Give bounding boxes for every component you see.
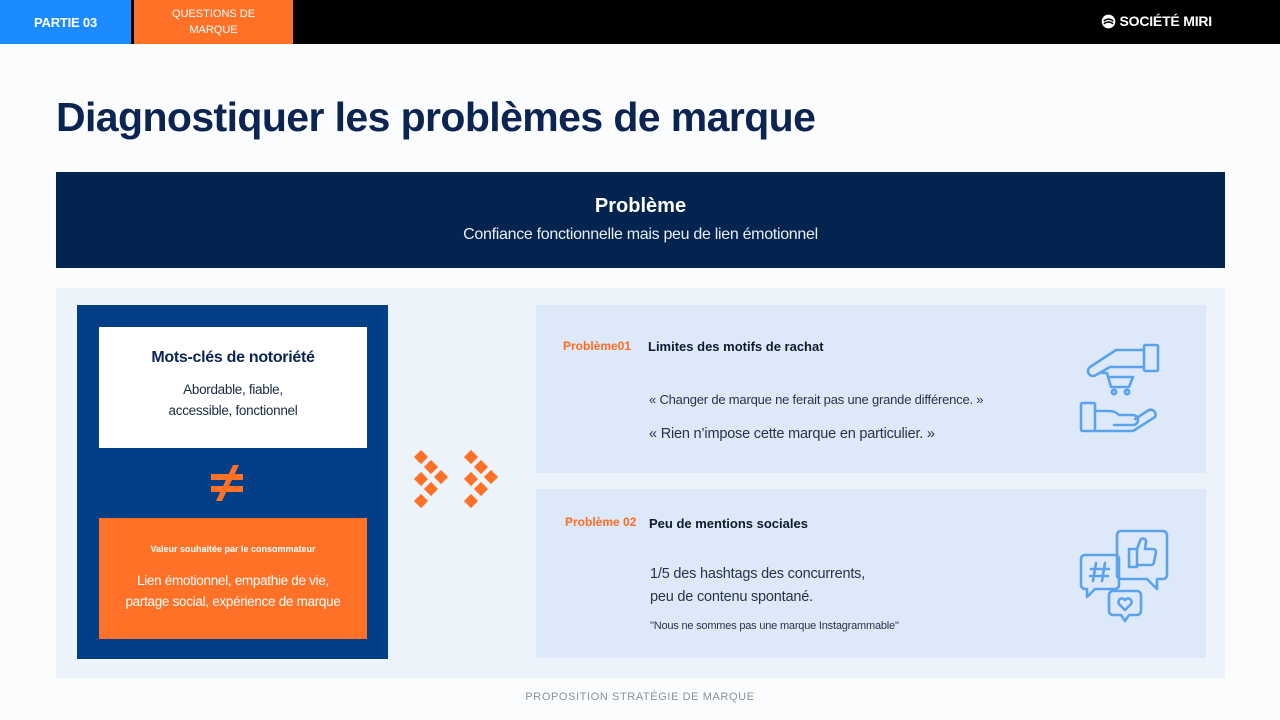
problem-card-2 [536, 489, 1206, 658]
chevron-right-double-icon [410, 450, 506, 516]
social-bubbles-icon [1079, 527, 1169, 623]
brand-mark-icon [1101, 14, 1116, 29]
desired-value-text [99, 570, 367, 612]
hand-cart-icon [1078, 341, 1162, 435]
problem-card-1 [536, 305, 1206, 473]
desired-value-box [99, 518, 367, 639]
problem-tag: Problème01 [563, 339, 632, 353]
brand-name: SOCIÉTÉ MIRI [1119, 13, 1212, 29]
problem-heading: Peu de mentions sociales [649, 516, 808, 531]
part-tab[interactable]: PARTIE 03 [0, 0, 131, 44]
footer-label: PROPOSITION STRATÉGIE DE MARQUE [525, 691, 755, 703]
problem-banner-title: Problème [594, 195, 687, 217]
brand-logo [1101, 13, 1213, 29]
problem-quote: « Changer de marque ne ferait pas une grande différence. » [649, 392, 984, 407]
awareness-keywords-line: accessible, fonctionnel [168, 403, 298, 418]
desired-value-line: Lien émotionnel, empathie de vie, [137, 573, 329, 588]
awareness-keywords-text [99, 379, 367, 421]
page-title: Diagnostiquer les problèmes de marque [56, 94, 816, 140]
awareness-keywords-title: Mots-clés de notoriété [151, 349, 315, 366]
desired-value-line: partage social, expérience de marque [125, 594, 341, 609]
section-tab[interactable]: QUESTIONS DE MARQUE [134, 0, 293, 44]
awareness-keywords-line: Abordable, fiable, [183, 382, 283, 397]
awareness-keywords-box [99, 327, 367, 448]
desired-value-title: Valeur souhaitée par le consommateur [150, 544, 316, 554]
problem-stat [650, 563, 865, 609]
problem-banner [56, 172, 1225, 268]
problem-heading: Limites des motifs de rachat [648, 339, 824, 354]
not-equal-icon [209, 463, 245, 503]
problem-banner-subtitle: Confiance fonctionnelle mais peu de lien émotionnel [463, 226, 818, 243]
top-bar [0, 0, 1280, 44]
problem-stat-line: peu de contenu spontané. [650, 589, 813, 605]
problem-stat-line: 1/5 des hashtags des concurrents, [650, 566, 866, 582]
problem-quote: "Nous ne sommes pas une marque Instagrammable" [650, 620, 899, 632]
problem-tag: Problème 02 [565, 515, 637, 529]
problem-quote: « Rien n’impose cette marque en particulier. » [649, 426, 935, 442]
